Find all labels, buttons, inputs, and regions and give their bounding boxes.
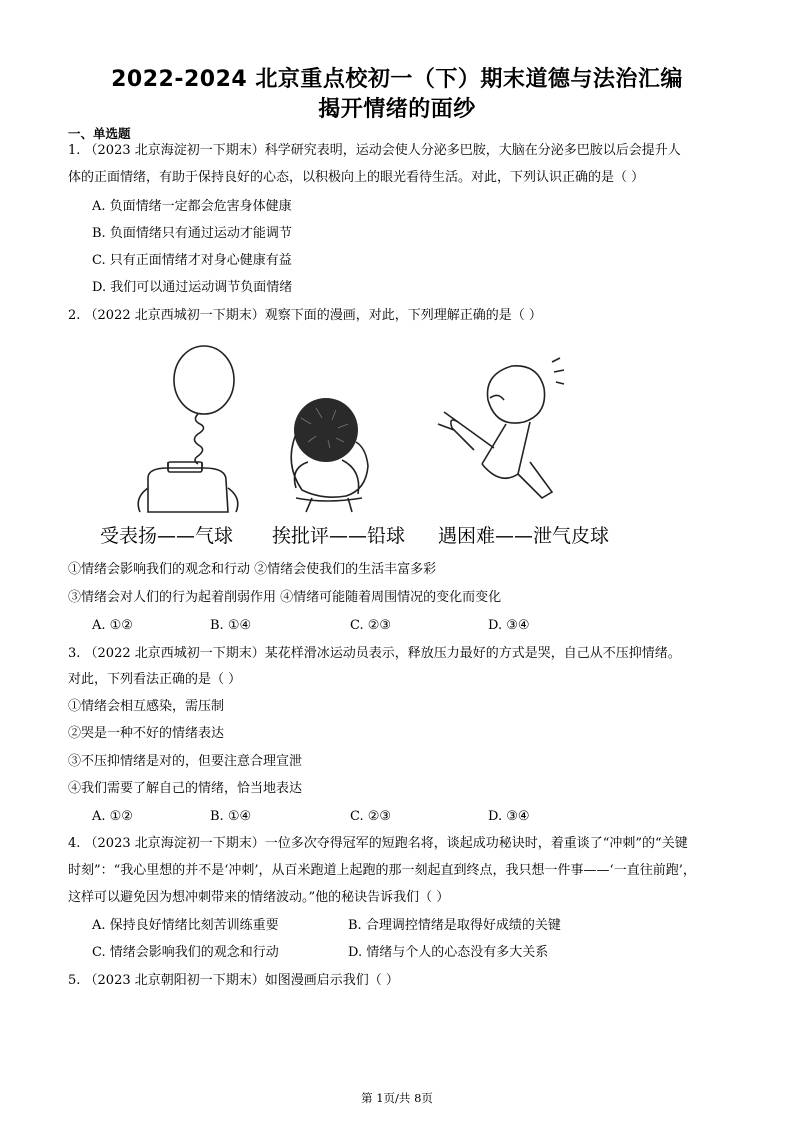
q3-stem-line2: 对此，下列看法正确的是（ ） <box>68 672 242 687</box>
q3-option-a: A. ①② <box>92 809 133 824</box>
q2-stem: 2. （2022 北京西城初一下期末）观察下面的漫画，对此，下列理解正确的是（ ） <box>68 308 542 323</box>
q3-option-d: D. ③④ <box>488 809 530 824</box>
deflated-ball-figure <box>438 358 564 498</box>
q2-option-b: B. ①④ <box>210 618 252 633</box>
q3-statement-1: ①情绪会相互感染，需压制 <box>68 699 225 714</box>
q1-stem-line1: 1. （2023 北京海淀初一下期末）科学研究表明，运动会使人分泌多巴胺，大脑在分泌多巴胺以后会提升人 <box>68 143 681 158</box>
q1-option-d: D. 我们可以通过运动调节负面情绪 <box>92 280 293 295</box>
q4-option-b: B. 合理调控情绪是取得好成绩的关键 <box>348 918 561 933</box>
q4-stem-line3: 这样可以避免因为想冲刺带来的情绪波动。”他的秘诀告诉我们（ ） <box>68 890 450 905</box>
q3-option-c: C. ②③ <box>350 809 392 824</box>
q1-option-b: B. 负面情绪只有通过运动才能调节 <box>92 226 292 241</box>
q2-option-a: A. ①② <box>92 618 133 633</box>
section-heading: 一、单选题 <box>68 126 131 141</box>
caption-praise-balloon: 受表扬——气球 <box>100 525 234 547</box>
comic-drawing <box>86 338 646 518</box>
shot-put-figure <box>291 398 368 512</box>
q3-option-b: B. ①④ <box>210 809 252 824</box>
q1-option-c: C. 只有正面情绪才对身心健康有益 <box>92 253 292 268</box>
q1-option-a: A. 负面情绪一定都会危害身体健康 <box>92 199 292 214</box>
q2-option-d: D. ③④ <box>488 618 530 633</box>
q1-stem-line2: 体的正面情绪，有助于保持良好的心态，以积极向上的眼光看待生活。对此，下列认识正确的是（ ） <box>68 170 645 185</box>
balloon-figure <box>138 346 238 512</box>
q4-stem-line1: 4. （2023 北京海淀初一下期末）一位多次夺得冠军的短跑名将，谈起成功秘诀时，着重谈了“冲刺”的“关键 <box>68 836 688 851</box>
document-subtitle: 揭开情绪的面纱 <box>318 97 476 122</box>
q4-option-a: A. 保持良好情绪比刻苦训练重要 <box>92 918 279 933</box>
q4-option-d: D. 情绪与个人的心态没有多大关系 <box>348 945 549 960</box>
q2-statements-1-2: ①情绪会影响我们的观念和行动 ②情绪会使我们的生活丰富多彩 <box>68 562 437 577</box>
q3-statement-4: ④我们需要了解自己的情绪，恰当地表达 <box>68 781 303 796</box>
q5-stem: 5. （2023 北京朝阳初一下期末）如图漫画启示我们（ ） <box>68 973 399 988</box>
caption-difficulty-deflated-ball: 遇困难——泄气皮球 <box>438 525 610 547</box>
q3-stem-line1: 3. （2022 北京西城初一下期末）某花样滑冰运动员表示，释放压力最好的方式是哭，自己从不压抑情绪。 <box>68 646 681 661</box>
q3-statement-2: ②哭是一种不好的情绪表达 <box>68 726 225 741</box>
q4-option-c: C. 情绪会影响我们的观念和行动 <box>92 945 279 960</box>
page-footer: 第 1页/共 8页 <box>361 1091 433 1105</box>
q2-statements-3-4: ③情绪会对人们的行为起着削弱作用 ④情绪可能随着周围情况的变化而变化 <box>68 590 502 605</box>
q4-stem-line2: 时刻”：“我心里想的并不是‘冲刺’，从百米跑道上起跑的那一刻起直到终点，我只想一件事——‘一直往前跑’， <box>68 863 696 878</box>
caption-criticism-shot-put: 挨批评——铅球 <box>272 525 406 547</box>
document-title: 2022-2024 北京重点校初一（下）期末道德与法治汇编 <box>111 67 683 92</box>
q2-option-c: C. ②③ <box>350 618 392 633</box>
q3-statement-3: ③不压抑情绪是对的，但要注意合理宣泄 <box>68 754 303 769</box>
